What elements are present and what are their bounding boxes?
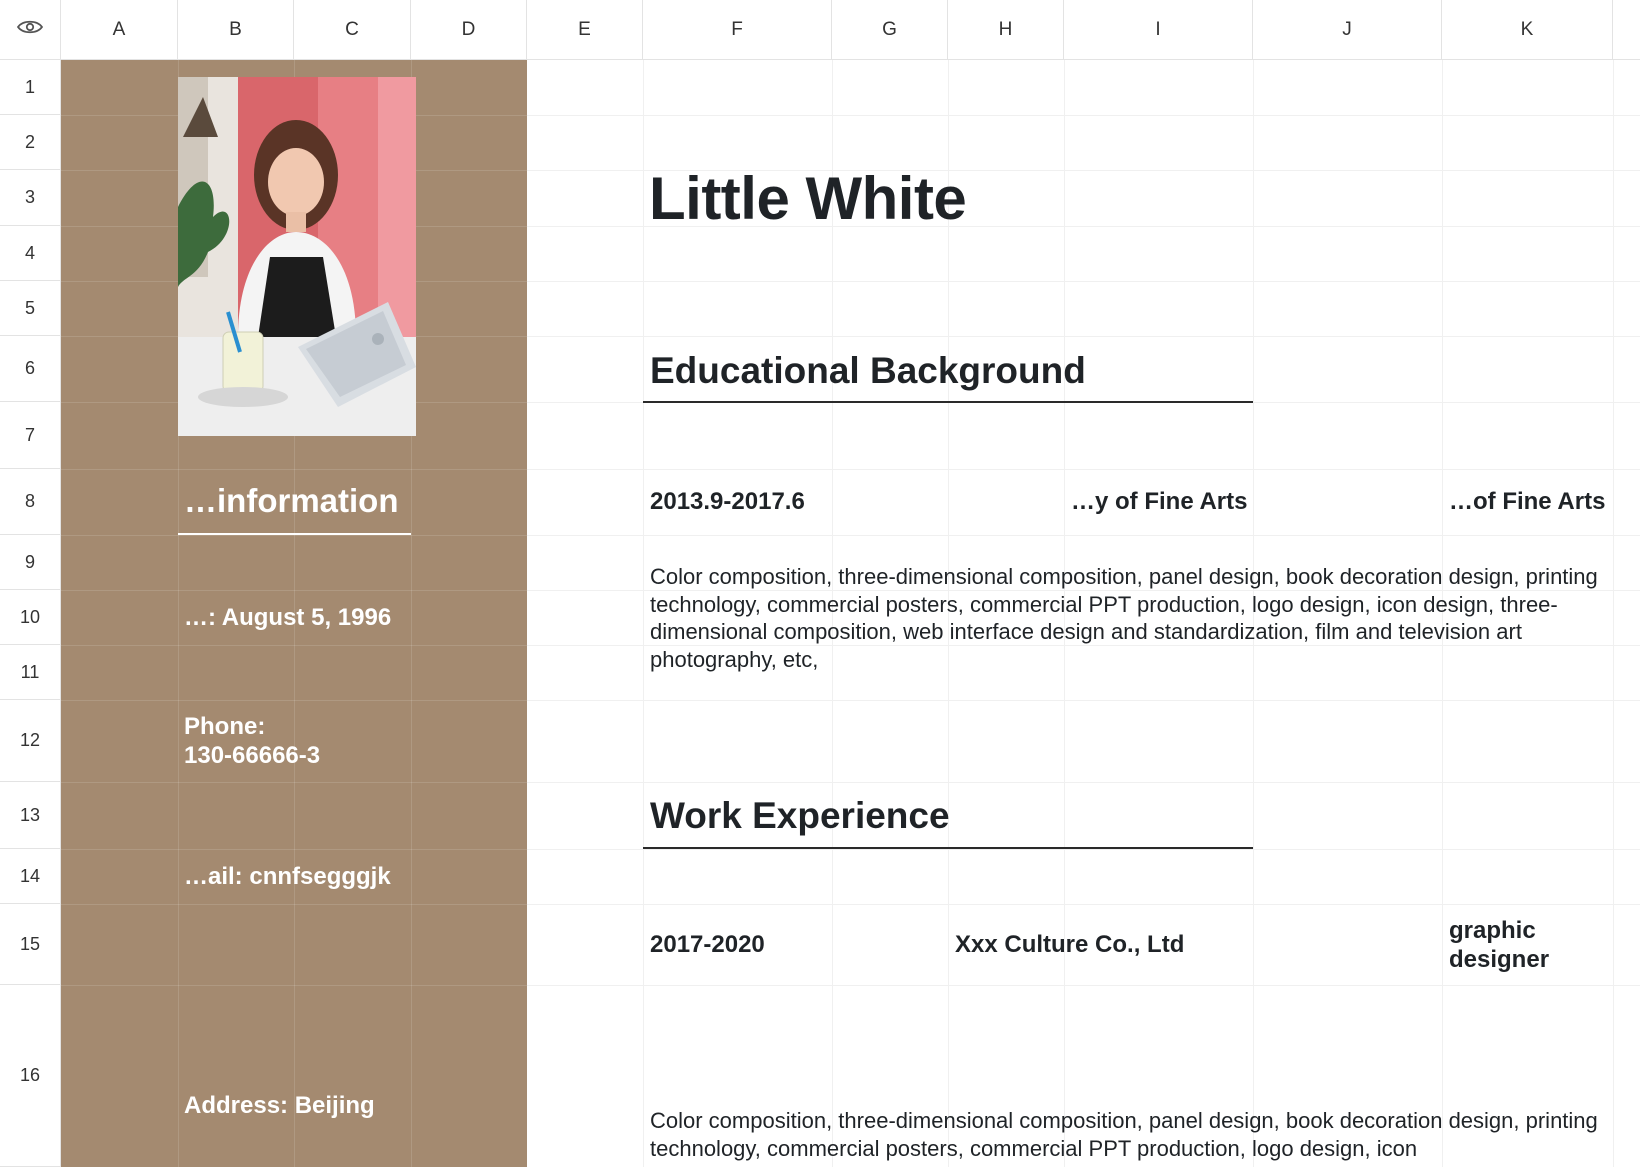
work-period: 2017-2020 — [650, 931, 765, 958]
education-underline — [643, 401, 1253, 403]
resume-name-title: Little White — [649, 165, 967, 232]
birthday-text: …: August 5, 1996 — [184, 604, 392, 631]
profile-photo[interactable] — [178, 77, 416, 436]
visibility-toggle[interactable] — [0, 0, 61, 60]
column-header-d[interactable]: D — [411, 0, 527, 60]
column-header-h[interactable]: H — [948, 0, 1064, 60]
row-header-13[interactable]: 13 — [0, 782, 61, 849]
personal-info-title: …information — [184, 482, 399, 519]
row-header-11[interactable]: 11 — [0, 645, 61, 700]
column-header-i[interactable]: I — [1064, 0, 1253, 60]
column-header-j[interactable]: J — [1253, 0, 1442, 60]
row-header-12[interactable]: 12 — [0, 700, 61, 782]
address-text: Address: Beijing — [184, 1092, 375, 1119]
row-header-7[interactable]: 7 — [0, 402, 61, 469]
work-description: Color composition, three-dimensional composition, panel design, book decoration design, printing technology, commercial posters, commercial PPT production, logo design, icon — [650, 1108, 1598, 1161]
row-header-15[interactable]: 15 — [0, 904, 61, 985]
row-header-9[interactable]: 9 — [0, 535, 61, 590]
education-description: Color composition, three-dimensional composition, panel design, book decoration design, printing technology, commercial posters, commercial PPT production, logo design, icon design, three-dimensional composition, web interface design and standardization, film and television art photography, etc, — [650, 564, 1598, 672]
education-major: …of Fine Arts — [1449, 488, 1606, 515]
row-header-16[interactable]: 16 — [0, 985, 61, 1167]
phone-value: 130-66666-3 — [184, 742, 321, 769]
row-header-5[interactable]: 5 — [0, 281, 61, 336]
row-header-6[interactable]: 6 — [0, 336, 61, 402]
email-text: …ail: cnnfsegggjk — [184, 863, 391, 890]
work-section-title: Work Experience — [650, 795, 950, 836]
column-header-f[interactable]: F — [643, 0, 832, 60]
work-underline — [643, 847, 1253, 849]
column-header-a[interactable]: A — [61, 0, 178, 60]
education-school: …y of Fine Arts — [1071, 488, 1248, 515]
column-header-e[interactable]: E — [527, 0, 643, 60]
row-header-3[interactable]: 3 — [0, 170, 61, 226]
row-header-14[interactable]: 14 — [0, 849, 61, 904]
column-header-k[interactable]: K — [1442, 0, 1613, 60]
row-header-2[interactable]: 2 — [0, 115, 61, 170]
column-header-c[interactable]: C — [294, 0, 411, 60]
column-header-overflow — [1613, 0, 1640, 60]
education-period: 2013.9-2017.6 — [650, 488, 805, 515]
education-section-title: Educational Background — [650, 350, 1086, 391]
phone-label: Phone: — [184, 713, 266, 740]
work-role-line1: graphic — [1449, 917, 1536, 944]
row-header-8[interactable]: 8 — [0, 469, 61, 535]
row-header-4[interactable]: 4 — [0, 226, 61, 281]
column-header-b[interactable]: B — [178, 0, 294, 60]
work-company: Xxx Culture Co., Ltd — [955, 931, 1185, 958]
column-header-g[interactable]: G — [832, 0, 948, 60]
row-header-1[interactable]: 1 — [0, 60, 61, 115]
personal-info-underline — [178, 533, 411, 535]
row-header-10[interactable]: 10 — [0, 590, 61, 645]
work-role-line2: designer — [1449, 946, 1550, 973]
eye-icon[interactable] — [17, 19, 43, 40]
